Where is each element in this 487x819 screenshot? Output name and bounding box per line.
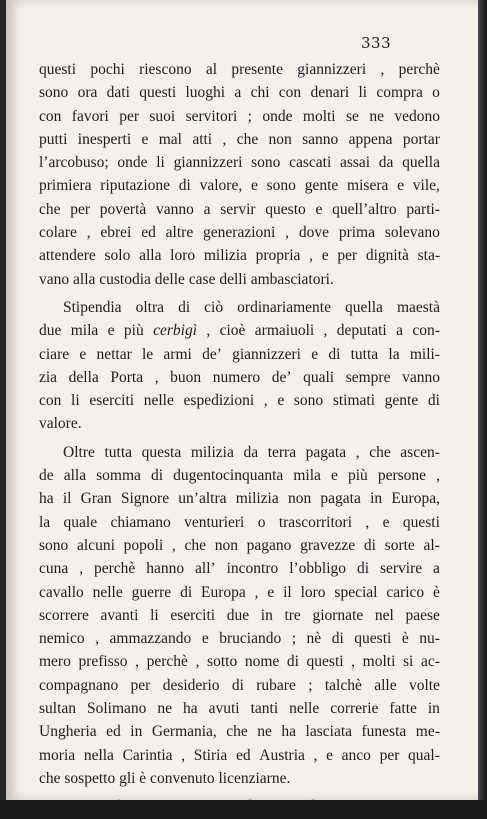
body-text — [39, 58, 440, 819]
text-line: con li eserciti nelle espedizioni , e sono stimati gente di — [39, 392, 440, 410]
paragraph — [39, 795, 440, 818]
text-line: con favori per suoi servitori ; onde molti se ne vedono — [39, 107, 440, 125]
text-line: cuna , perchè hanno all’ incontro l’obbligo di servire a — [39, 560, 440, 578]
paragraph — [39, 296, 440, 436]
text-line: mero prefisso , perchè , sotto nome di questi , molti si ac- — [39, 653, 440, 671]
text-line: scorrere avanti li eserciti due in tre giornate nel paese — [39, 606, 440, 624]
text-line: sultan Solimano ne ha avuti tanti nelle correrie fatte in — [39, 700, 440, 718]
text-line: ha il Gran Signore un’altra milizia non pagata in Europa, — [39, 490, 440, 508]
text-line: putti inesperti e mal atti , che non sanno appena portar — [39, 130, 440, 148]
text-line: che per povertà vanno a servir questo e quell’altro parti- — [39, 200, 440, 218]
book-page — [6, 0, 478, 816]
text-line: Ungheria ed in Germania, che ne ha lasciata funesta me- — [39, 723, 440, 741]
text-line: che sospetto gli è convenuto licenziarne. — [39, 769, 291, 787]
text-line: l’arcobuso; onde li giannizzeri sono cascati assai da quella — [39, 154, 440, 172]
paragraph — [39, 441, 440, 790]
text-line: Questa è tutta la milizia da terra del Gran Signore ; — [63, 798, 440, 816]
text-line: questi pochi riescono al presente giannizzeri , perchè — [39, 61, 440, 78]
paragraph — [39, 58, 440, 291]
text-line: ciare e nettar le armi de’ giannizzeri e di tutta la mili- — [39, 345, 440, 363]
text-line: de alla somma di dugentocinquanta mila e più persone , — [39, 467, 440, 485]
text-line: attendere solo alla loro milizia propria , e per dignità sta- — [39, 247, 440, 265]
text-line: sono ora dati questi luoghi a chi con denari li compra o — [39, 84, 440, 102]
text-line: sono alcuni popoli , che non pagano gravezze di sorte al- — [39, 536, 440, 554]
text-line: vano alla custodia delle case delli ambasciatori. — [39, 270, 334, 288]
text-line: Oltre tutta questa milizia da terra pagata , che ascen- — [63, 443, 440, 461]
text-line: moria nella Carintia , Stiria ed Austria , e anco per qual- — [39, 746, 440, 764]
text-line: zia della Porta , buon numero de’ quali sempre vanno — [39, 368, 440, 386]
text-line: valore. — [39, 415, 82, 433]
text-line: Stipendia oltra di ciò ordinariamente quella maestà — [63, 298, 440, 316]
text-line: la quale chiamano venturieri o trascorritori , e questi — [39, 513, 440, 531]
page-number: 333 — [361, 34, 392, 52]
book-page-edge — [478, 0, 487, 800]
text-line: nemico , ammazzando e bruciando ; nè di questi è nu- — [39, 630, 440, 648]
text-line: due mila e più cerbigì , cioè armaiuoli , deputati a con- — [39, 322, 440, 340]
text-line: primiera riputazione di valore, e sono gente misera e vile, — [39, 177, 440, 195]
text-line: cavallo nelle guerre di Europa , e il loro special carico è — [39, 583, 440, 601]
text-line: compagnano per desiderio di rubare ; talchè alle volte — [39, 676, 440, 694]
text-line: colare , ebrei ed altre generazioni , dove prima solevano — [39, 224, 440, 242]
